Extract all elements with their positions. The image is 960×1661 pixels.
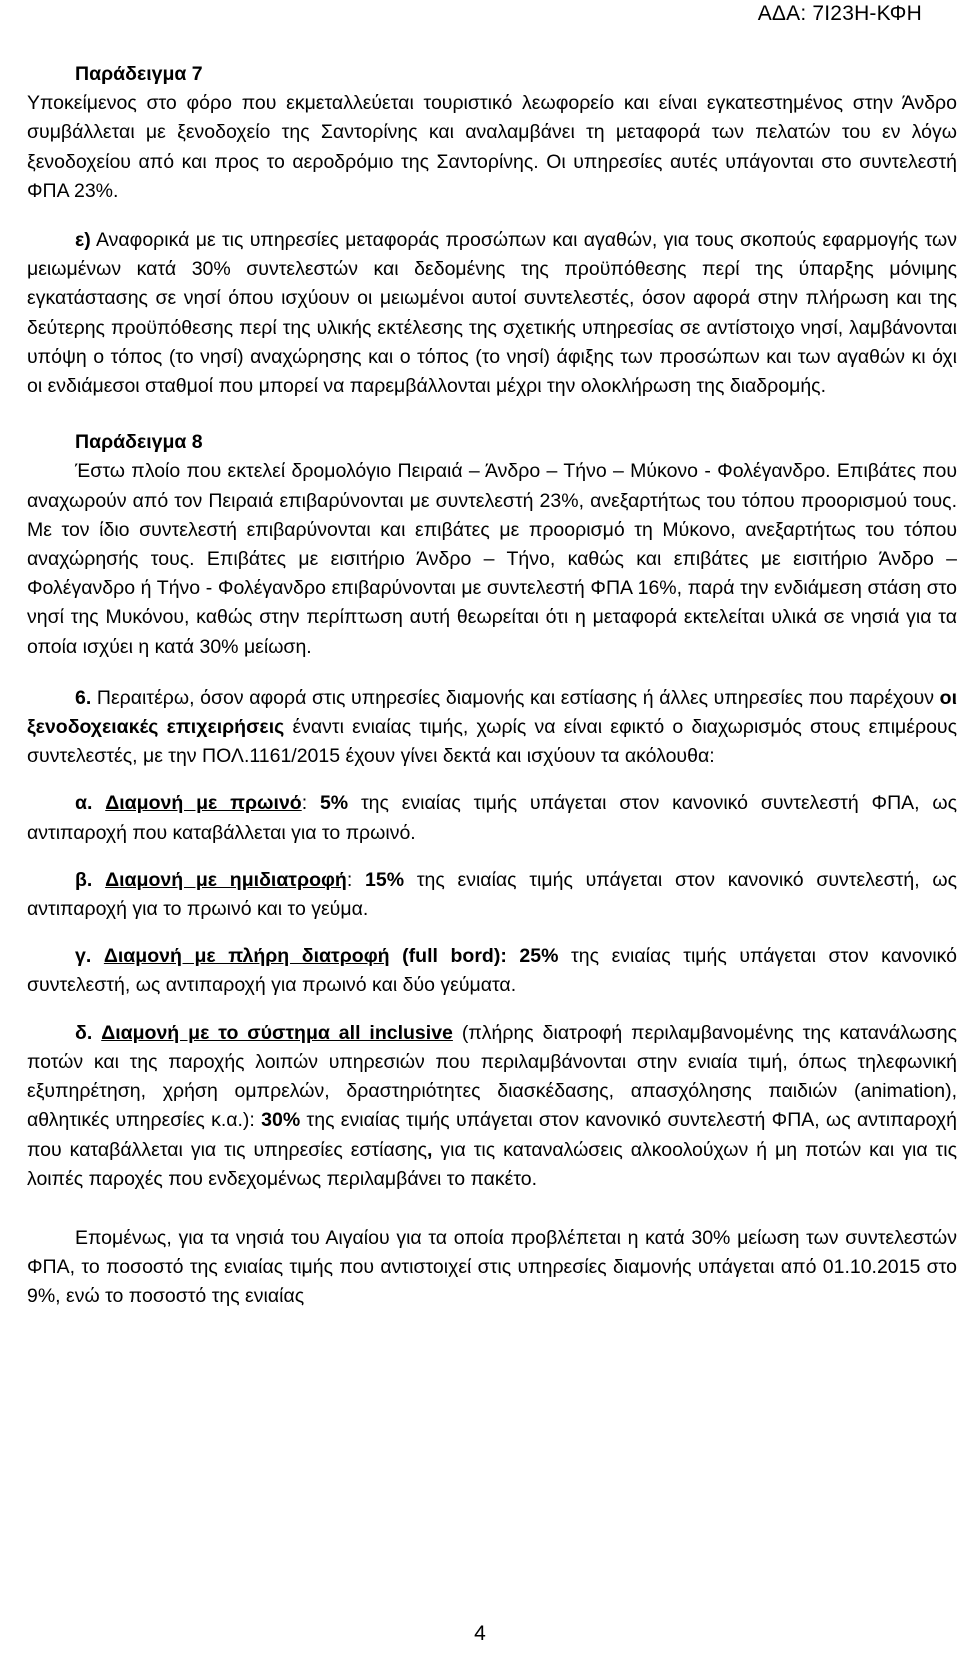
item-d-text-b: της ενιαίας τιμής υπάγεται στον κανονικό συντελεστή ΦΠΑ, ως αντιπαροχή που καταβάλλεται για τις υπηρεσίες εστίασης (27, 1109, 957, 1161)
item-a-text: της ενιαίας τιμής υπάγεται στον κανονικό συντελεστή ΦΠΑ, ως αντιπαροχή που καταβάλλεται για το πρωινό. (27, 792, 958, 844)
item-d-rate: 30% (261, 1109, 301, 1132)
example8-title: Παράδειγμα 8 (75, 431, 203, 454)
item-b-text: της ενιαίας τιμής υπάγεται στον κανονικό συντελεστή, ως αντιπαροχή για το πρωινό και το γεύμα. (27, 868, 958, 921)
section-6-number: 6. (75, 686, 92, 709)
item-a-rate-prefix: : (301, 792, 320, 815)
item-c-label: Διαμονή με πλήρη διατροφή (103, 945, 390, 968)
section-6-text-b: έναντι ενιαίας τιμής, χωρίς να είναι εφικτό ο διαχωρισμός στους επιμέρους συντελεστές, με την ΠΟΛ.1161/2015 έχουν γίνει δεκτά και ισχύουν τα ακόλουθα: (27, 716, 957, 768)
section-e-paragraph (27, 226, 957, 401)
item-a-marker: α. (75, 792, 93, 815)
item-b-label: Διαμονή με ημιδιατροφή (105, 868, 347, 891)
item-c (27, 942, 957, 1000)
item-b-rate-prefix: : (346, 868, 366, 891)
page-number: 4 (474, 1622, 486, 1645)
item-d-text-c: για τις καταναλώσεις αλκοολούχων ή μη ποτών και για τις λοιπές παροχές που ενδεχομένως περιλαμβάνει το πακέτο. (27, 1138, 957, 1190)
item-b (27, 866, 957, 924)
item-d-label: Διαμονή με το σύστημα all inclusive (101, 1021, 453, 1044)
example7-body: Υποκείμενος στο φόρο που εκμεταλλεύεται τουριστικό λεωφορείο και είναι εγκατεστημένος στην Άνδρο συμβάλλεται με ξενοδοχείο της Σαντορίνης και αναλαμβάνει τη μεταφορά των πελατών του εν λόγω ξενοδοχείου από και προς το αεροδρόμιο της Σαντορίνης. Οι υπηρεσίες αυτές υπάγονται στο συντελεστή ΦΠΑ 23%. (27, 92, 957, 202)
item-d-text-a: (πλήρης διατροφή περιλαμβανομένης της κατανάλωσης ποτών και της παροχής λοιπών υπηρεσιών που περιλαμβάνονται στην ενιαία τιμή, όπως τηλεφωνική εξυπηρέτηση, χρήση ομπρελών, δραστηριότητες διασκέδασης, απασχόλησης παιδιών (animation), αθλητικές υπηρεσίες κ.α.): (27, 1021, 958, 1132)
item-c-label-suffix: (full bord): 25% (389, 945, 559, 968)
item-c-marker: γ. (75, 945, 92, 968)
item-d-marker: δ. (75, 1021, 93, 1044)
item-a-rate: 5% (319, 792, 349, 815)
section-6-paragraph (27, 684, 957, 772)
item-d (27, 1019, 957, 1194)
example8-body: Έστω πλοίο που εκτελεί δρομολόγιο Πειραιά – Άνδρο – Τήνο – Μύκονο - Φολέγανδρο. Επιβάτες που αναχωρούν από τον Πειραιά επιβαρύνονται με συντελεστή 23%, ανεξαρτήτως του τόπου προορισμού τους. Με τον ίδιο συντελεστή επιβαρύνονται και επιβάτες με προορισμό τη Μύκονο, ανεξαρτήτως του τόπου αναχώρησής τους. Επιβάτες με εισιτήριο Άνδρο – Τήνο, καθώς και επιβάτες με εισιτήριο Άνδρο – Φολέγανδρο ή Τήνο - Φολέγανδρο επιβαρύνονται με συντελεστή ΦΠΑ 16%, παρά την ενδιάμεση στάση στο νησί της Μυκόνου, καθώς στην περίπτωση αυτή θεωρείται ότι η μεταφορά εκτελείται υλικά σε νησιά για τα οποία ισχύει η κατά 30% μείωση. (27, 460, 957, 658)
item-b-marker: β. (75, 868, 93, 891)
section-6-bold: οι ξενοδοχειακές επιχειρήσεις (27, 686, 957, 739)
document-body (27, 60, 957, 1312)
item-d-comma: , (427, 1138, 433, 1161)
example7-title: Παράδειγμα 7 (75, 63, 203, 85)
section-e-text: Αναφορικά με τις υπηρεσίες μεταφοράς προσώπων και αγαθών, για τους σκοπούς εφαρμογής των μειωμένων κατά 30% συντελεστών και δεδομένης της προϋπόθεσης περί της ύπαρξης μόνιμης εγκατάστασης σε νησί όπου ισχύουν οι μειωμένοι αυτοί συντελεστές, όσον αφορά στην πλήρωση και της δεύτερης προϋπόθεσης περί της υλικής εκτέλεσης της σχετικής υπηρεσίας σε αντίστοιχο νησί, λαμβάνονται υπόψη ο τόπος (το νησί) αναχώρησης και ο τόπος (το νησί) άφιξης των προσώπων και των αγαθών κι όχι οι ενδιάμεσοι σταθμοί που μπορεί να παρεμβάλλονται μέχρι την ολοκλήρωση της διαδρομής. (27, 229, 957, 398)
item-a-label: Διαμονή με πρωινό (105, 792, 302, 815)
final-paragraph: Επομένως, για τα νησιά του Αιγαίου για τα οποία προβλέπεται η κατά 30% μείωση των συντελεστών ΦΠΑ, το ποσοστό της ενιαίας τιμής που αντιστοιχεί στις υπηρεσίες διαμονής υπάγεται από 01.10.2015 στο 9%, ενώ το ποσοστό της ενιαίας (27, 1226, 957, 1308)
ada-code: ΑΔΑ: 7Ι23Η-ΚΦΗ (757, 2, 922, 25)
item-c-text: της ενιαίας τιμής υπάγεται στον κανονικό συντελεστή, ως αντιπαροχή για πρωινό και δύο γεύματα. (27, 945, 958, 997)
item-b-rate: 15% (365, 868, 405, 891)
section-e-marker: ε) (75, 229, 91, 252)
item-a (27, 789, 957, 847)
section-6-text-a: Περαιτέρω, όσον αφορά στις υπηρεσίες διαμονής και εστίασης ή άλλες υπηρεσίες που παρέχουν (91, 686, 940, 709)
